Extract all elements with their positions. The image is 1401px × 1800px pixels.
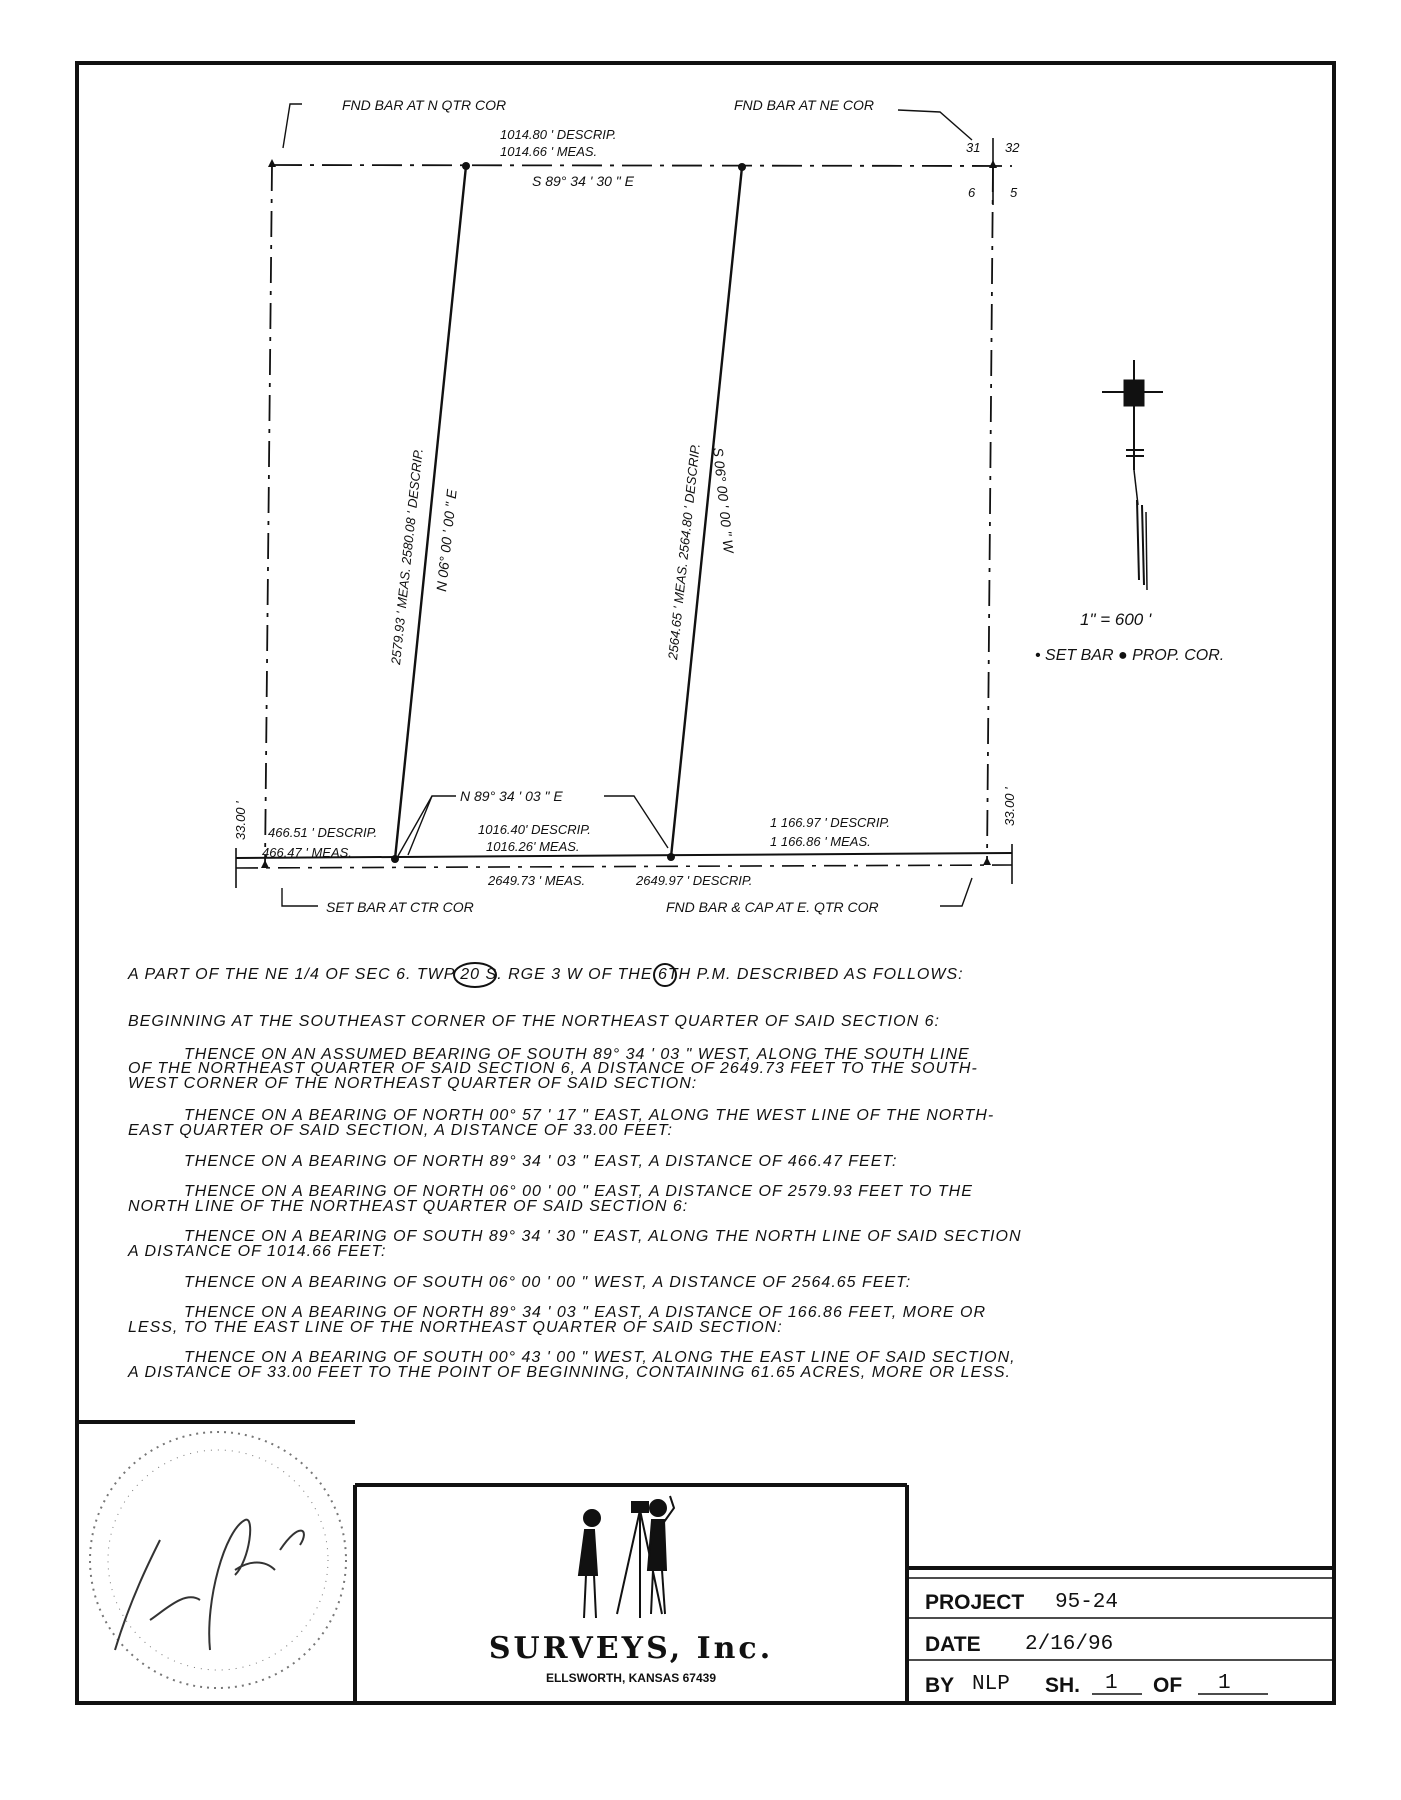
title-block — [907, 1578, 1334, 1697]
label-north-meas: 1014.66 ' MEAS. — [500, 144, 598, 159]
north-arrow-icon — [1102, 360, 1163, 590]
label-right-33: 33.00 ' — [1002, 787, 1017, 826]
label-left-33: 33.00 ' — [233, 801, 248, 840]
label-west-bearing: N 06° 00 ' 00 " E — [433, 488, 460, 593]
legal-line: THENCE ON A BEARING OF NORTH 89° 34 ' 03 " EAST, A DISTANCE OF 166.86 FEET, MORE OR — [184, 1304, 987, 1321]
south-row-line — [236, 853, 1012, 858]
by-label: BY — [925, 1674, 955, 1697]
sheet-number: 1 — [1105, 1672, 1118, 1695]
legal-line: THENCE ON AN ASSUMED BEARING OF SOUTH 89° 34 ' 03 " WEST, ALONG THE SOUTH LINE — [184, 1046, 970, 1063]
legal-line: THENCE ON A BEARING OF NORTH 00° 57 ' 17 " EAST, ALONG THE WEST LINE OF THE NORTH- — [184, 1107, 995, 1124]
label-total-descrip: 2649.97 ' DESCRIP. — [636, 873, 753, 888]
legal-line: BEGINNING AT THE SOUTHEAST CORNER OF THE NORTHEAST QUARTER OF SAID SECTION 6: — [128, 1013, 940, 1030]
plat-drawing — [236, 104, 1012, 906]
firm-address: ELLSWORTH, KANSAS 67439 — [545, 1671, 717, 1685]
label-mid-meas: 1016.26' MEAS. — [486, 839, 580, 854]
scale-label: 1" = 600 ' — [1080, 610, 1152, 629]
label-mid-descrip: 1016.40' DESCRIP. — [478, 822, 591, 837]
by-value: NLP — [972, 1673, 1010, 1696]
legal-line: A DISTANCE OF 1014.66 FEET: — [128, 1243, 387, 1260]
north-section-line — [272, 165, 1012, 166]
label-se-meas: 1 166.86 ' MEAS. — [770, 834, 871, 849]
legal-line: NORTH LINE OF THE NORTHEAST QUARTER OF SAID SECTION 6: — [128, 1198, 689, 1215]
label-east-distance: 2564.65 ' MEAS. 2564.80 ' DESCRIP. — [665, 442, 703, 661]
surveyor-figure-icon — [579, 1496, 674, 1618]
label-sec6: 6 — [968, 185, 976, 200]
surveyor-signature — [115, 1520, 304, 1650]
east-section-line — [987, 166, 993, 862]
project-number: 95-24 — [1055, 1591, 1119, 1614]
legal-description — [127, 963, 1022, 1381]
legal-line: LESS, TO THE EAST LINE OF THE NORTHEAST QUARTER OF SAID SECTION: — [128, 1319, 783, 1336]
label-sec32: 32 — [1005, 140, 1020, 155]
west-quarter-line — [265, 165, 272, 866]
legal-line: THENCE ON A BEARING OF SOUTH 89° 34 ' 30 " EAST, ALONG THE NORTH LINE OF SAID SECTION — [184, 1228, 1022, 1245]
label-sw-descrip: 466.51 ' DESCRIP. — [268, 825, 378, 840]
monument-markers — [261, 159, 997, 868]
label-sec31: 31 — [966, 140, 981, 155]
label-west-distance: 2579.93 ' MEAS. 2580.08 ' DESCRIP. — [388, 447, 426, 666]
label-fnd-ne: FND BAR AT NE COR — [734, 97, 875, 113]
of-label: OF — [1153, 1674, 1183, 1697]
plat-labels — [233, 97, 1020, 915]
label-north-descrip: 1014.80 ' DESCRIP. — [500, 127, 617, 142]
label-fnd-n-qtr: FND BAR AT N QTR COR — [342, 97, 507, 113]
sheet-total: 1 — [1218, 1672, 1231, 1695]
surveyor-seal — [90, 1432, 346, 1688]
label-sec5: 5 — [1010, 185, 1018, 200]
date-label: DATE — [925, 1633, 981, 1656]
legend-label: • SET BAR ● PROP. COR. — [1035, 647, 1225, 664]
label-fnd-e-qtr: FND BAR & CAP AT E. QTR COR — [666, 899, 879, 915]
legal-line: THENCE ON A BEARING OF NORTH 06° 00 ' 00 " EAST, A DISTANCE OF 2579.93 FEET TO THE — [184, 1183, 973, 1200]
legal-line: OF THE NORTHEAST QUARTER OF SAID SECTION 6, A DISTANCE OF 2649.73 FEET TO THE SOUTH- — [128, 1060, 978, 1077]
date-value: 2/16/96 — [1025, 1633, 1114, 1656]
label-se-descrip: 1 166.97 ' DESCRIP. — [770, 815, 891, 830]
legal-line: A DISTANCE OF 33.00 FEET TO THE POINT OF BEGINNING, CONTAINING 61.65 ACRES, MORE OR LESS. — [128, 1364, 1011, 1381]
project-label: PROJECT — [925, 1591, 1025, 1614]
label-total-meas: 2649.73 ' MEAS. — [488, 873, 586, 888]
firm-name: SURVEYS, Inc. — [488, 1631, 774, 1666]
south-section-line — [236, 865, 1012, 868]
legal-header: A PART OF THE NE 1/4 OF SEC 6. TWP 20 S. RGE 3 W OF THE 6TH P.M. DESCRIBED AS FOLLOWS: — [128, 966, 964, 983]
label-set-ctr: SET BAR AT CTR COR — [326, 899, 474, 915]
legal-line: THENCE ON A BEARING OF SOUTH 00° 43 ' 00 " WEST, ALONG THE EAST LINE OF SAID SECTION, — [184, 1349, 1016, 1366]
label-north-bearing: S 89° 34 ' 30 " E — [532, 173, 634, 189]
legal-line: WEST CORNER OF THE NORTHEAST QUARTER OF SAID SECTION: — [128, 1075, 698, 1092]
label-sw-meas: 466.47 ' MEAS. — [262, 845, 352, 860]
legal-line: EAST QUARTER OF SAID SECTION, A DISTANCE OF 33.00 FEET: — [128, 1122, 673, 1139]
label-east-bearing: S 06° 00 ' 00 " W — [710, 446, 737, 554]
legal-line: THENCE ON A BEARING OF SOUTH 06° 00 ' 00 " WEST, A DISTANCE OF 2564.65 FEET: — [184, 1274, 912, 1291]
label-south-bearing: N 89° 34 ' 03 " E — [460, 788, 563, 804]
legal-line: THENCE ON A BEARING OF NORTH 89° 34 ' 03 " EAST, A DISTANCE OF 466.47 FEET: — [184, 1153, 898, 1170]
sheet-label: SH. — [1045, 1674, 1081, 1697]
